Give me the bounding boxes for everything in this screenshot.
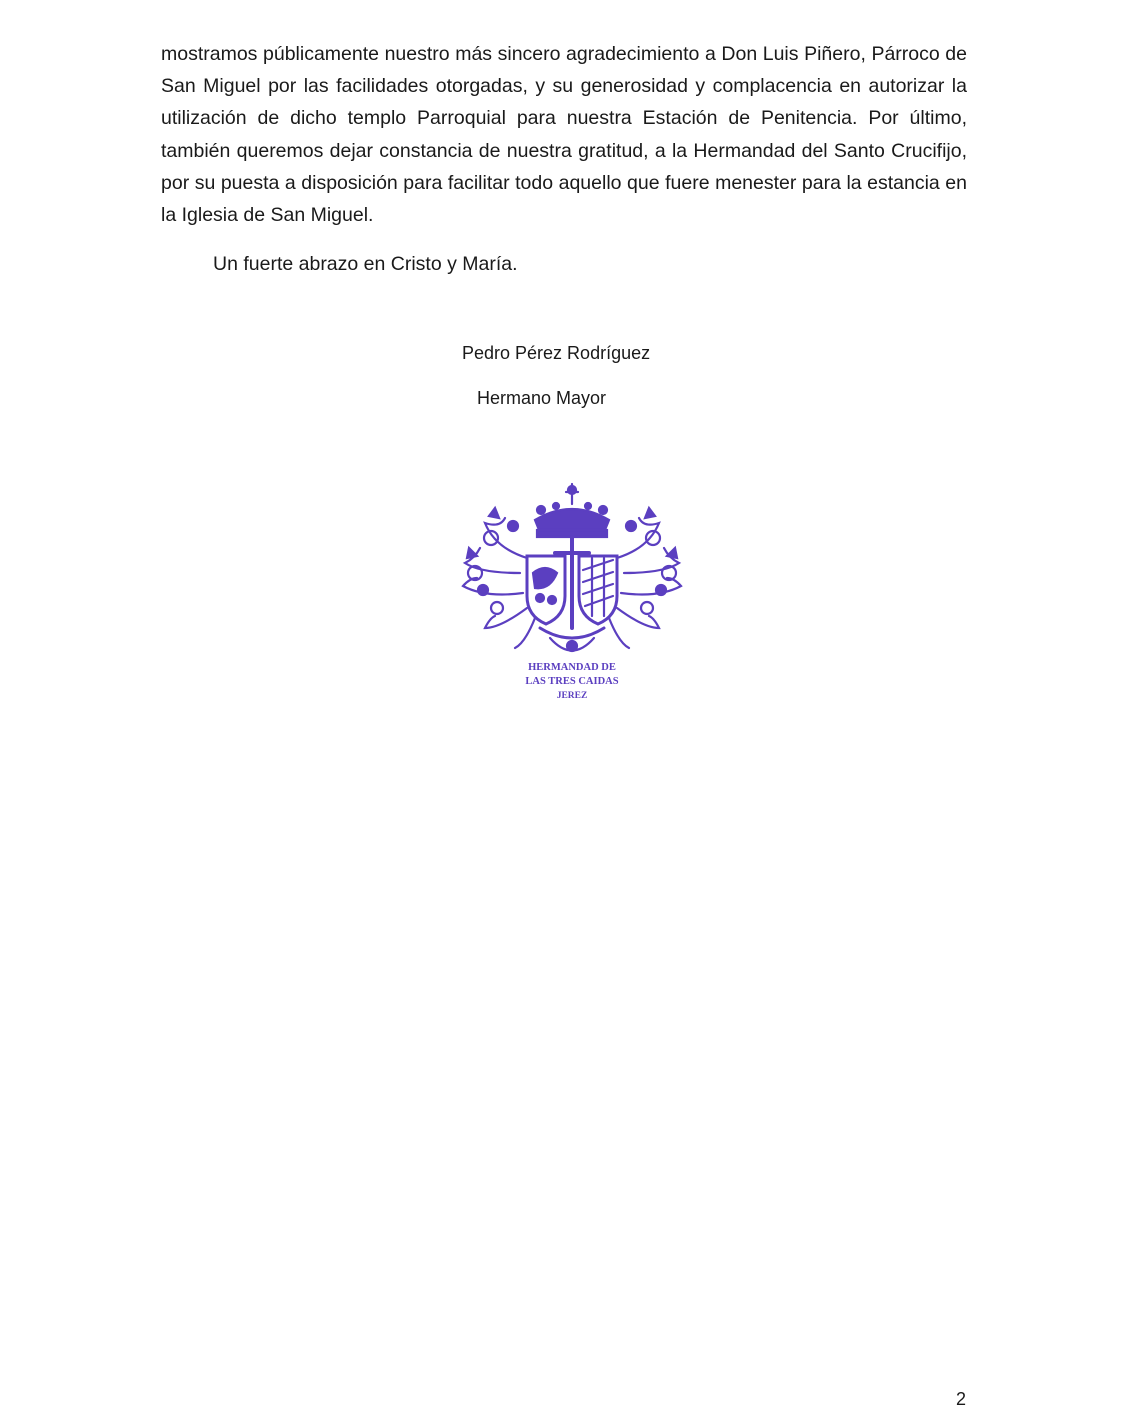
seal-text-line3: JEREZ bbox=[556, 691, 588, 701]
body-paragraph: mostramos públicamente nuestro más sincero agradecimiento a Don Luis Piñero, Párroco de San Miguel por las facilidades otorgadas, y su generosidad y complacencia en autorizar la utilización de dicho templo Parroquial para nuestra Estación de Penitencia. Por último, también queremos dejar constancia de nuestra gratitud, a la Hermandad del Santo Crucifijo, por su puesta a disposición para facilitar todo aquello que fuere menester para la estancia en la Iglesia de San Miguel. bbox=[161, 43, 967, 227]
seal-text-line2: LAS TRES CAIDAS bbox=[525, 676, 619, 687]
closing-line: Un fuerte abrazo en Cristo y María. bbox=[213, 253, 518, 275]
coat-of-arms-icon bbox=[455, 478, 690, 708]
seal-text-line1: HERMANDAD DE bbox=[528, 662, 616, 673]
brotherhood-seal bbox=[455, 478, 690, 708]
signatory-name: Pedro Pérez Rodríguez bbox=[462, 343, 651, 363]
signatory-role: Hermano Mayor bbox=[477, 388, 607, 408]
page-number: 2 bbox=[956, 1389, 967, 1409]
